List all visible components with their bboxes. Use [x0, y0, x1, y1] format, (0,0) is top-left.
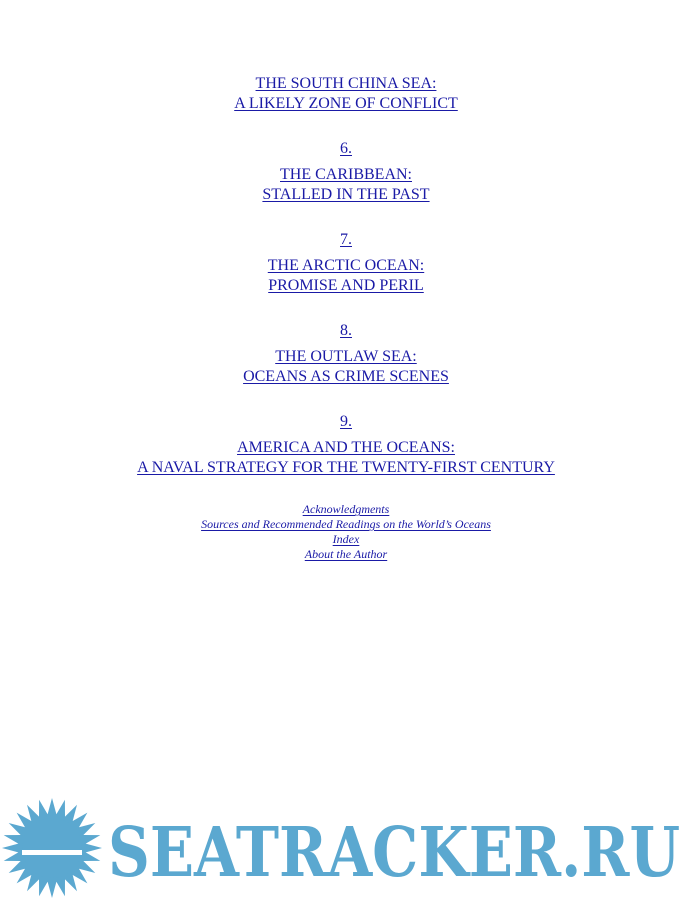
about-author-link[interactable]: About the Author — [304, 547, 388, 561]
chapter-9-number[interactable]: 9. — [340, 413, 352, 430]
watermark-text: SEATRACKER.RU — [108, 813, 680, 893]
chapter-7-title-line-1[interactable]: THE ARCTIC OCEAN: — [267, 257, 425, 274]
chapter-5-title-line-1[interactable]: THE SOUTH CHINA SEA: — [255, 75, 437, 92]
chapter-5-title[interactable] — [0, 74, 692, 114]
chapter-9-title-line-2[interactable]: A NAVAL STRATEGY FOR THE TWENTY-FIRST CENTURY — [137, 459, 555, 476]
chapter-7-title-line-2[interactable]: PROMISE AND PERIL — [268, 277, 424, 294]
chapter-6-title-line-1[interactable]: THE CARIBBEAN: — [280, 166, 412, 183]
chapter-8-title-line-1[interactable]: THE OUTLAW SEA: — [275, 348, 417, 365]
chapter-7-number[interactable]: 7. — [340, 231, 352, 248]
watermark — [0, 796, 692, 901]
chapter-9-title-line-1[interactable]: AMERICA AND THE OCEANS: — [237, 439, 455, 456]
chapter-6-number[interactable]: 6. — [340, 140, 352, 157]
backmatter-links — [0, 502, 692, 562]
sources-link[interactable]: Sources and Recommended Readings on the World’s Oceans — [201, 517, 491, 531]
chapter-7-title[interactable] — [0, 256, 692, 296]
chapter-9-title[interactable] — [0, 438, 692, 478]
chapter-8-title-line-2[interactable]: OCEANS AS CRIME SCENES — [243, 368, 449, 385]
index-link[interactable]: Index — [332, 532, 360, 546]
chapter-8-title[interactable] — [0, 347, 692, 387]
acknowledgments-link[interactable]: Acknowledgments — [302, 502, 390, 516]
chapter-8-number[interactable]: 8. — [340, 322, 352, 339]
chapter-6-title[interactable] — [0, 165, 692, 205]
sun-icon — [2, 798, 102, 898]
chapter-5-title-line-2[interactable]: A LIKELY ZONE OF CONFLICT — [234, 95, 458, 112]
chapter-6-title-line-2[interactable]: STALLED IN THE PAST — [262, 186, 430, 203]
